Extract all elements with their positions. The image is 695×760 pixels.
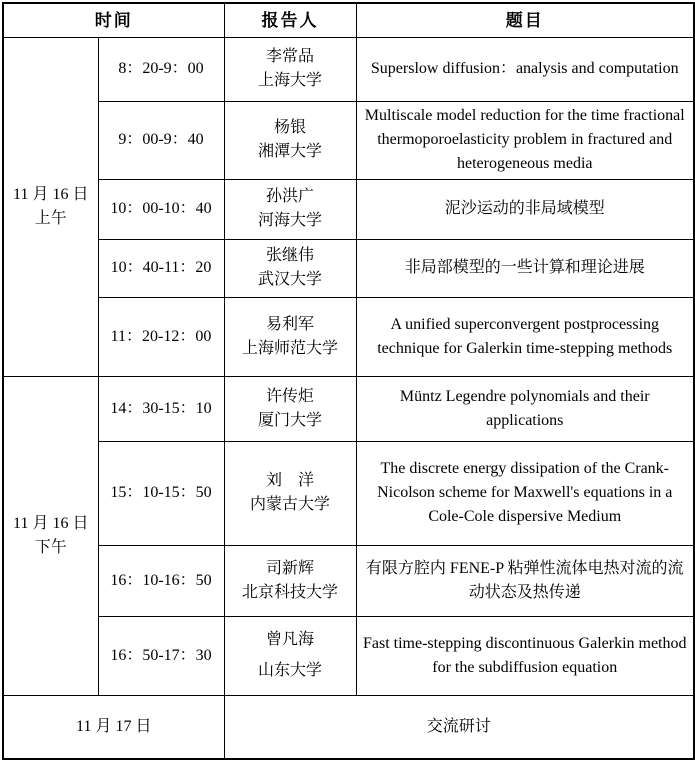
time-cell: 10：00-10：40 (98, 179, 224, 239)
title-cell: Multiscale model reduction for the time fractional thermoporoelasticity problem in fractured and heterogeneous media (356, 101, 694, 179)
title-cell: 非局部模型的一些计算和理论进展 (356, 239, 694, 297)
time-cell: 16：50-17：30 (98, 616, 224, 695)
speaker-affiliation: 北京科技大学 (241, 583, 338, 601)
header-title: 题目 (356, 3, 694, 37)
table-row (3, 37, 694, 101)
speaker-affiliation: 内蒙古大学 (249, 496, 330, 513)
date-text: 11 月 16 日 (13, 185, 89, 203)
title-cell: 有限方腔内 FENE-P 粘弹性流体电热对流的流动状态及热传递 (356, 545, 694, 616)
time-cell: 10：40-11：20 (98, 239, 224, 297)
speaker-name: 刘 洋 (265, 472, 314, 489)
header-time: 时间 (3, 3, 224, 37)
date-text: 11 月 16 日 (13, 514, 89, 532)
table-row (3, 545, 694, 616)
speaker-name: 杨银 (273, 119, 306, 136)
table-row (3, 376, 694, 441)
table-row (3, 441, 694, 545)
table-row (3, 616, 694, 695)
title-cell: The discrete energy dissipation of the Crank-Nicolson scheme for Maxwell's equations in a Cole-Cole dispersive Medium (356, 441, 694, 545)
speaker-cell (224, 179, 356, 239)
speaker-name: 李常品 (265, 48, 314, 65)
footer-row (3, 695, 694, 759)
speaker-name: 司新辉 (265, 559, 314, 577)
time-cell: 14：30-15：10 (98, 376, 224, 441)
speaker-affiliation: 河海大学 (257, 212, 322, 229)
speaker-cell (224, 441, 356, 545)
speaker-cell (224, 239, 356, 297)
speaker-name: 许传炬 (265, 387, 314, 405)
title-cell: Müntz Legendre polynomials and their applications (356, 376, 694, 441)
date-text: 下午 (34, 538, 67, 556)
speaker-affiliation: 厦门大学 (257, 411, 322, 429)
date-text: 上午 (34, 209, 67, 227)
table-row (3, 239, 694, 297)
header-row (3, 3, 694, 37)
time-cell: 15：10-15：50 (98, 441, 224, 545)
time-cell: 9：00-9：40 (98, 101, 224, 179)
speaker-affiliation: 上海大学 (257, 72, 322, 89)
footer-activity-cell: 交流研讨 (224, 695, 694, 759)
speaker-cell (224, 101, 356, 179)
speaker-cell (224, 545, 356, 616)
time-cell: 16：10-16：50 (98, 545, 224, 616)
speaker-affiliation: 武汉大学 (257, 271, 322, 288)
title-cell: A unified superconvergent postprocessing technique for Galerkin time-stepping methods (356, 297, 694, 376)
speaker-name: 曾凡海 (265, 631, 314, 649)
title-cell: Fast time-stepping discontinuous Galerkin method for the subdiffusion equation (356, 616, 694, 695)
date-group-afternoon (3, 376, 98, 695)
table-row (3, 179, 694, 239)
speaker-cell (224, 376, 356, 441)
title-cell: 泥沙运动的非局域模型 (356, 179, 694, 239)
speaker-name: 易利军 (265, 315, 314, 333)
schedule-table (2, 2, 695, 760)
speaker-cell (224, 297, 356, 376)
speaker-affiliation: 湘潭大学 (257, 143, 322, 160)
table-row (3, 101, 694, 179)
speaker-affiliation: 上海师范大学 (241, 339, 338, 357)
speaker-name: 孙洪广 (265, 188, 314, 205)
time-cell: 11：20-12：00 (98, 297, 224, 376)
time-cell: 8：20-9：00 (98, 37, 224, 101)
title-cell: Superslow diffusion：analysis and computation (356, 37, 694, 101)
footer-date-cell: 11 月 17 日 (3, 695, 224, 759)
date-group-morning (3, 37, 98, 376)
header-speaker: 报告人 (224, 3, 356, 37)
speaker-cell (224, 37, 356, 101)
speaker-name: 张继伟 (265, 247, 314, 264)
table-row (3, 297, 694, 376)
speaker-cell (224, 616, 356, 695)
speaker-affiliation: 山东大学 (257, 661, 322, 679)
